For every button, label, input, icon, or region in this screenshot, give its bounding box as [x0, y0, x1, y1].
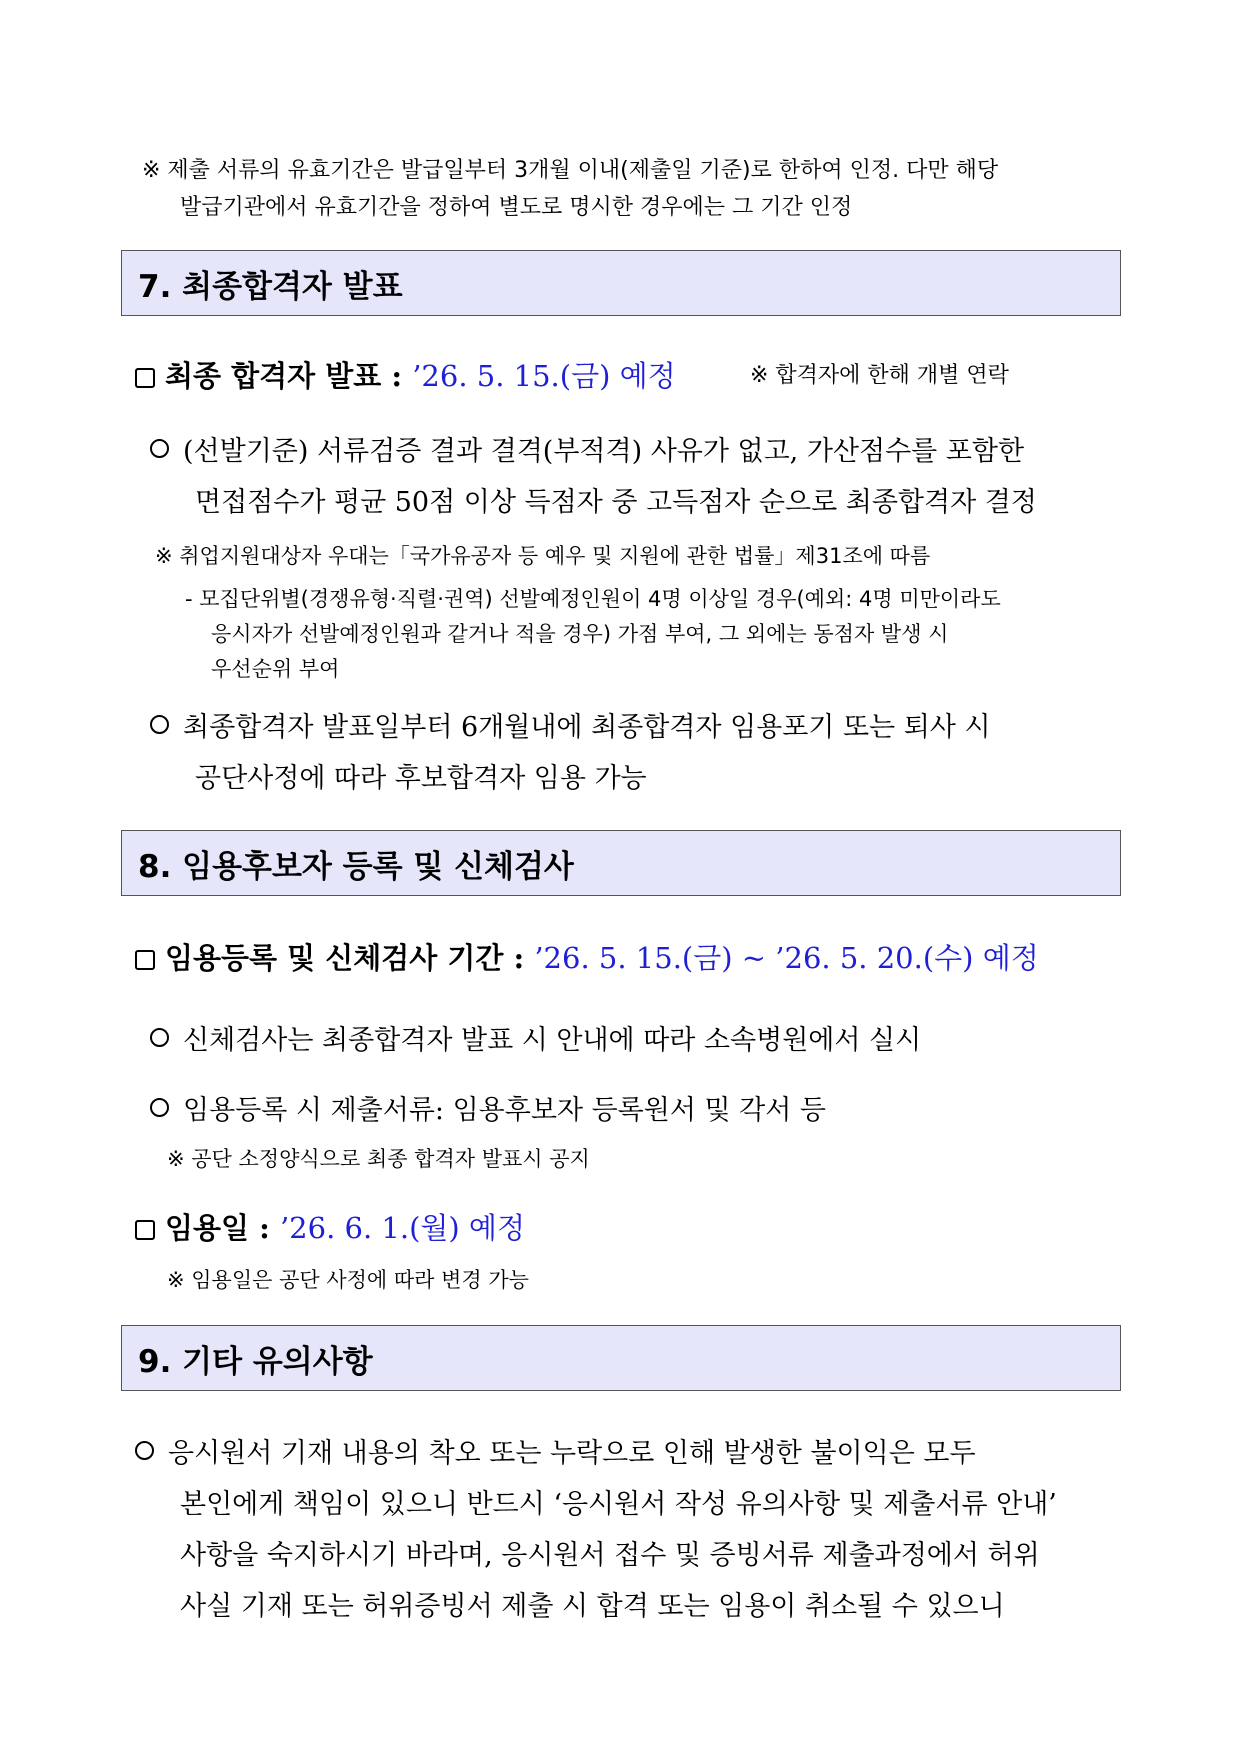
- veteran-preference-note: ※ 취업지원대상자 우대는「국가유공자 등 예우 및 지원에 관한 법률」제31조에 따름: [155, 544, 931, 568]
- announcement-note: ※ 합격자에 한해 개별 연락: [750, 363, 1009, 388]
- bonus-rule-line3: 우선순위 부여: [211, 657, 340, 681]
- square-bullet-icon: [135, 950, 155, 970]
- square-bullet-icon: [135, 368, 155, 388]
- appointment-date-item: [135, 1206, 525, 1247]
- section-9-header: [121, 1325, 1121, 1391]
- bonus-rule-line1: - 모집단위별(경쟁유형·직렬·권역) 선발예정인원이 4명 이상일 경우(예외: 4명 미만이라도: [185, 587, 1001, 611]
- caution-line1: 응시원서 기재 내용의 착오 또는 누락으로 인해 발생한 불이익은 모두: [135, 1431, 1121, 1470]
- selection-criteria-line2: 면접점수가 평균 50점 이상 득점자 중 고득점자 순으로 최종합격자 결정: [195, 487, 1037, 518]
- appointment-date-value: ’26. 6. 1.(월) 예정: [279, 1211, 525, 1245]
- section-8-title: 8. 임용후보자 등록 및 신체검사: [138, 848, 574, 885]
- selection-criteria-line1: (선발기준) 서류검증 결과 결격(부적격) 사유가 없고, 가산점수를 포함한: [150, 429, 1121, 468]
- section-9-title: 9. 기타 유의사항: [138, 1343, 373, 1380]
- caution-line3: 사항을 숙지하시기 바라며, 응시원서 접수 및 증빙서류 제출과정에서 허위: [180, 1540, 1040, 1571]
- circle-bullet-icon: [150, 1098, 169, 1117]
- square-bullet-icon: [135, 1220, 155, 1240]
- registration-period-label: 임용등록 및 신체검사 기간 :: [165, 941, 535, 975]
- caution-line2: 본인에게 책임이 있으니 반드시 ‘응시원서 작성 유의사항 및 제출서류 안내’: [180, 1489, 1057, 1520]
- announcement-date: ’26. 5. 15.(금) 예정: [412, 359, 676, 393]
- appointment-change-note: ※ 임용일은 공단 사정에 따라 변경 가능: [167, 1268, 529, 1292]
- registration-period-item: [135, 936, 1039, 977]
- appointment-date-label: 임용일 :: [165, 1211, 280, 1245]
- registration-period-date: ’26. 5. 15.(금) ~ ’26. 5. 20.(수) 예정: [534, 941, 1039, 975]
- circle-bullet-icon: [150, 1028, 169, 1047]
- announcement-label: 최종 합격자 발표 :: [165, 359, 413, 393]
- registration-documents-item: 임용등록 시 제출서류: 임용후보자 등록원서 및 각서 등: [150, 1088, 826, 1127]
- medical-exam-item: 신체검사는 최종합격자 발표 시 안내에 따라 소속병원에서 실시: [150, 1018, 921, 1057]
- validity-note-line2: 발급기관에서 유효기간을 정하여 별도로 명시한 경우에는 그 기간 인정: [180, 195, 853, 220]
- validity-note-line1: ※ 제출 서류의 유효기간은 발급일부터 3개월 이내(제출일 기준)로 한하여 인정. 다만 해당: [142, 158, 999, 183]
- section-7-title: 7. 최종합격자 발표: [138, 268, 403, 305]
- section-8-header: [121, 830, 1121, 896]
- section-7-header: [121, 250, 1121, 316]
- form-notice-note: ※ 공단 소정양식으로 최종 합격자 발표시 공지: [167, 1147, 590, 1171]
- circle-bullet-icon: [135, 1441, 154, 1460]
- reserve-candidate-line2: 공단사정에 따라 후보합격자 임용 가능: [195, 763, 647, 794]
- reserve-candidate-line1: 최종합격자 발표일부터 6개월내에 최종합격자 임용포기 또는 퇴사 시: [150, 705, 1121, 744]
- circle-bullet-icon: [150, 439, 169, 458]
- bonus-rule-line2: 응시자가 선발예정인원과 같거나 적을 경우) 가점 부여, 그 외에는 동점자 발생 시: [211, 622, 949, 646]
- final-announcement-item: [135, 354, 676, 395]
- circle-bullet-icon: [150, 715, 169, 734]
- caution-line4: 사실 기재 또는 허위증빙서 제출 시 합격 또는 임용이 취소될 수 있으니: [180, 1591, 1005, 1622]
